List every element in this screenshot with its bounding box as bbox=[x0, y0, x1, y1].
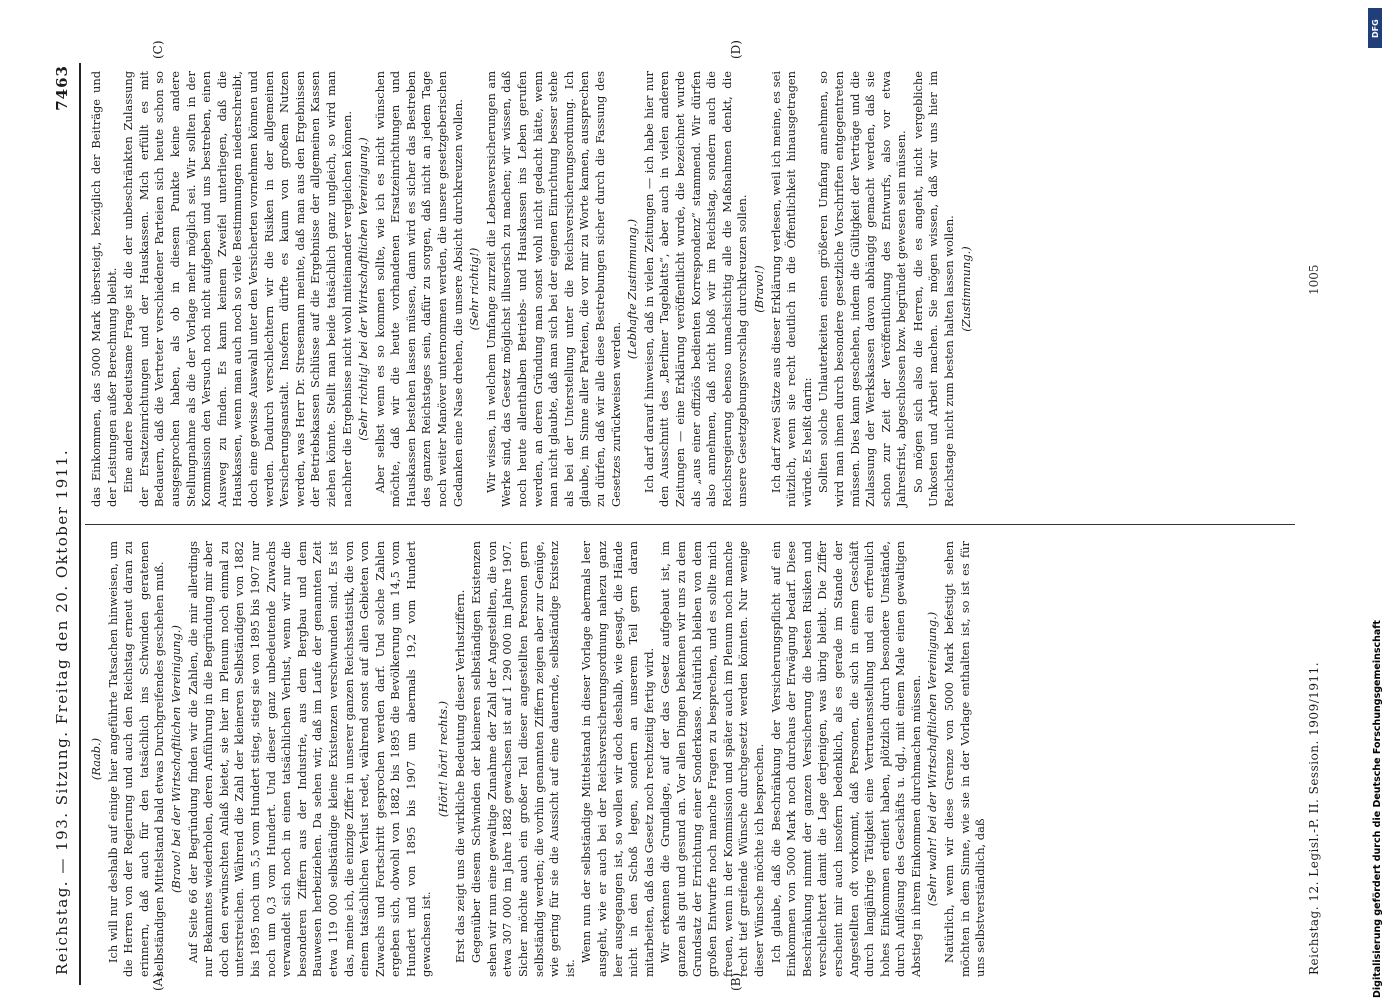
paragraph: (Sehr wahr! bei der Wirtschaftlichen Vereinigung.) bbox=[925, 611, 940, 907]
paragraph: Ich darf darauf hinweisen, daß in vielen Zeitungen — ich habe hier nur den Ausschnitt des „Berliner Tageblatts“, aber auch in vielen anderen Zeitungen — eine Erklärung veröffentlicht wurde, die bezeichnet wurde als „aus einer offiziös bedienten Korrespondenz“ stammend. Wir dürfen also annehmen, daß nicht bloß wir im Reichstag, sondern auch die Reichsregierung ebenso unnachsichtig alle die Maßnahmen denkt, die unsere Gesetzgebungsvorschlag durchkreuzen sollen. bbox=[641, 71, 750, 507]
page-footer: Reichstag. 12. Legisl.-P. II. Session. 1909/1911. bbox=[1307, 661, 1321, 975]
dfg-logo-text: DFG bbox=[1371, 19, 1380, 38]
paragraph: das Einkommen, das 5000 Mark übersteigt, bezüglich der Beiträge und der Leistungen außer Berechnung bleibt. bbox=[89, 71, 119, 507]
paragraph: (Sehr richtig!) bbox=[467, 247, 482, 331]
credit-text: Digitalisierung gefördert durch die Deutsche Forschungsgemeinschaft bbox=[1372, 620, 1383, 998]
paragraph: (Lebhafte Zustimmung.) bbox=[625, 218, 640, 360]
text-column-right bbox=[89, 40, 975, 507]
paragraph: Ich darf zwei Sätze aus dieser Erklärung verlesen, weil ich meine, es sei nützlich, wenn sie recht deutlich in die Öffentlichkeit hinausgetragen würde. Es heißt darin: bbox=[768, 71, 814, 507]
paragraph: Natürlich, wenn wir diese Grenze von 5000 Mark befestigt sehen möchten in dem Sinne, wie sie in der Vorlage enthalten ist, so ist es für uns selbstverständlich, daß bbox=[942, 541, 988, 977]
paragraph: Eine andere bedeutsame Frage ist die der unbeschränkten Zulassung der Ersatzeinrichtungen und der Hauskassen. Mich erfüllt es mit Bedauern, daß die Vertreter verschiedener Parteien sich heute schon so ausgesprochen haben, als ob in diesem Punkte keine andere Stellungnahme als die der Vorlage mehr möglich sei. Wir sollten in der Kommission den Versuch noch nicht aufgeben und uns bestreben, einen Ausweg zu finden. Es kann keinem Zweifel unterliegen, daß die Hauskassen, wenn man auch noch so viele Bestimmungen niederschreibt, doch eine gewisse Auswahl unter den Versicherten vornehmen können und werden. Dadurch verschlechtern wir die Risiken in der allgemeinen Versicherungsanstalt. Insofern dürfte es kaum von großem Nutzen werden, was Herr Dr. Stresemann meinte, daß man aus den Ergebnissen der Betriebskassen Schlüsse auf die Ergebnisse der allgemeinen Kassen ziehen könnte. Stellt man beide tatsächlich ganz ungleich, so wird man nachher die Ergebnisse nicht wohl miteinander vergleichen können. bbox=[121, 71, 354, 507]
paragraph: Aber selbst wenn es so kommen sollte, wie ich es nicht wünschen möchte, daß wir die heute vorhandenen Ersatzeinrichtungen und Hauskassen bestehen lassen müssen, dann wird es sicher das Bestreben des ganzen Reichstages sein, dafür zu sorgen, daß nicht an jedem Tage noch weiter Manöver unternommen werden, die unsere gesetzgeberischen Gedanken eine Nase drehen, die unsere Absicht durchkreuzen wollen. bbox=[372, 71, 465, 507]
paragraph: Wenn nun der selbständige Mittelstand in dieser Vorlage abermals leer ausgeht, wie er auch bei der Reichsversicherungsordnung nahezu ganz leer ausgegangen ist, so wollen wir doch deshalb, wie gesagt, die Hände nicht in den Schoß legen, sondern an unserem Teil gern daran mitarbeiten, daß das Gesetz noch rechtzeitig fertig wird. bbox=[579, 541, 656, 977]
paragraph: Wir erkennen die Grundlage, auf der das Gesetz aufgebaut ist, im ganzen als gut und gesund an. Vor allen Dingen bekennen wir uns zu dem Grundsatz der Errichtung einer Sonderkasse. Natürlich bleiben von dem großen Entwurfe noch manche Fragen zu besprechen, und es sollte mich freuen, wenn in der Kommission und später auch im Plenum noch manche recht tief greifende Wünsche durchgesetzt werden könnten. Nur wenige dieser Wünsche möchte ich besprechen. bbox=[658, 541, 766, 977]
margin-marker-b: (B) bbox=[729, 972, 743, 991]
text-column-left bbox=[89, 541, 990, 991]
paragraph: (Raab.) bbox=[89, 737, 103, 781]
paragraph: (Zustimmung.) bbox=[958, 246, 973, 332]
header-page-number: 7463 bbox=[53, 65, 71, 111]
page-header bbox=[53, 55, 79, 995]
header-rule bbox=[79, 63, 81, 985]
paragraph: Ich will nur deshalb auf einige hier angeführte Tatsachen hinweisen, um die Herren von der Regierung und auch den Reichstag erneut daran zu erinnern, daß auch für den tatsächlich ins Schwinden geratenen selbständigen Mittelstand bald etwas Durchgreifendes geschehen muß. bbox=[105, 541, 167, 977]
paragraph: Ich glaube, daß die Beschränkung der Versicherungspflicht auf ein Einkommen von 5000 Mark noch durchaus der Erwägung bedarf. Diese Beschränkung nimmt der ganzen Versicherung die besten Risiken und verschlechtert damit die Lage derjenigen, was übrig bleibt. Die Ziffer erscheint mir auch insofern bedenklich, als es gerade im Stande der Angestellten oft vorkommt, daß Personen, die sich in einem Geschäft durch langjährige Tätigkeit eine Vertrauensstellung und ein erfreulich hohes Einkommen erdient haben, plötzlich durch besondere Umstände, durch Auflösung des Geschäfts u. dgl., mit einem Male einen gewaltigen Abstieg in ihrem Einkommen durchmachen müssen. bbox=[768, 541, 923, 977]
document-page bbox=[45, 40, 1335, 995]
paragraph: (Sehr richtig! bei der Wirtschaftlichen Vereinigung.) bbox=[356, 137, 371, 441]
paragraph: (Bravo! bei der Wirtschaftlichen Vereinigung.) bbox=[168, 625, 183, 894]
margin-marker-a: (A) bbox=[151, 972, 165, 991]
paragraph: Wir wissen, in welchem Umfange zurzeit die Lebensversicherungen am Werke sind, das Gesetz möglichst illusorisch zu machen; wir wissen, daß noch heute allenthalben Betriebs- und Hauskassen ins Leben gerufen werden, an deren Gründung man sonst wohl nicht gedacht hätte, wenn man nicht glaubte, daß man sich bei der eigenen Einrichtung besser stehe als bei der Unterstellung unter die Reichsversicherungsordnung. Ich glaube, im Sinne aller Parteien, die vor mir zu Worte kamen, aussprechen zu dürfen, daß wir alle diese Bestrebungen sicher durch die Fassung des Gesetzes zurückweisen werden. bbox=[483, 71, 623, 507]
paragraph: Auf Seite 66 der Begründung finden wir die Zahlen, die mir allerdings nur Bekanntes wiederholen, deren Anführung in die Begründung mir aber doch den erwünschten Anlaß bietet, sie hier im Plenum noch einmal zu unterstreichen. Während die Zahl der kleineren Selbständigen von 1882 bis 1895 noch um 5,5 vom Hundert stieg, stieg sie von 1895 bis 1907 nur noch um 0,3 vom Hundert. Und dieser ganz unbedeutende Zuwachs verwandelt sich noch in einen tatsächlichen Verlust, wenn wir nur die besonderen Ziffern aus der Industrie, aus dem Bergbau und dem Bauwesen herbeiziehen. Da sehen wir, daß im Laufe der genannten Zeit etwa 119 000 selbständige kleine Existenzen verschwunden sind. Es ist das, meine ich, die einzige Ziffer in unserer ganzen Reichsstatistik, die von einem tatsächlichen Verlust redet, während sonst auf allen Gebieten von Zuwachs und Fortschritt gesprochen werden darf. Und solche Zahlen ergeben sich, obwohl von 1882 bis 1895 die Bevölkerung um 14,5 vom Hundert und von 1895 bis 1907 um abermals 19,2 vom Hundert gewachsen ist. bbox=[185, 541, 434, 977]
paragraph: Erst das zeigt uns die wirkliche Bedeutung dieser Verlustziffern. bbox=[452, 589, 467, 963]
header-title: Reichstag. — 193. Sitzung. Freitag den 20. Oktober 1911. bbox=[53, 448, 71, 975]
margin-marker-c: (C) bbox=[151, 40, 165, 59]
column-divider bbox=[85, 524, 1295, 525]
paragraph: So mögen sich also die Herren, die es angeht, nicht vergebliche Unkosten und Arbeit machen. Sie mögen wissen, daß wir uns hier im Reichstage nicht zum besten halten lassen wollen. bbox=[910, 71, 957, 507]
paragraph: Gegenüber diesem Schwinden der kleineren selbständigen Existenzen sehen wir nun eine gewaltige Zunahme der Zahl der Angestellten, die von etwa 307 000 im Jahre 1882 gewachsen ist auf 1 290 000 im Jahre 1907. Sicher möchte auch ein großer Teil dieser angestellten Personen gern selbständig werden; die vorhin genannten Ziffern zeigen aber zur Genüge, wie gering für sie die Aussicht auf eine dauernde, selbständige Existenz ist. bbox=[469, 541, 577, 977]
paragraph: Sollten solche Unlauterkeiten einen größeren Umfang annehmen, so wird man ihnen durch besondere gesetzliche Vorschriften entgegentreten müssen. Dies kann geschehen, indem die Gültigkeit der Verträge und die Zulassung der Werkskassen davon abhängig gemacht werden, daß sie schon zur Zeit der Veröffentlichung des Entwurfs, also vor etwa Jahresfrist, abgeschlossen bzw. begründet gewesen sein müssen. bbox=[816, 71, 909, 507]
digitization-credit bbox=[1356, 8, 1383, 998]
sheet-number: 1005 bbox=[1307, 264, 1321, 295]
paragraph: (Hört! hört! rechts.) bbox=[436, 700, 451, 818]
margin-marker-d: (D) bbox=[729, 40, 743, 59]
paragraph: (Bravo!) bbox=[751, 265, 766, 313]
